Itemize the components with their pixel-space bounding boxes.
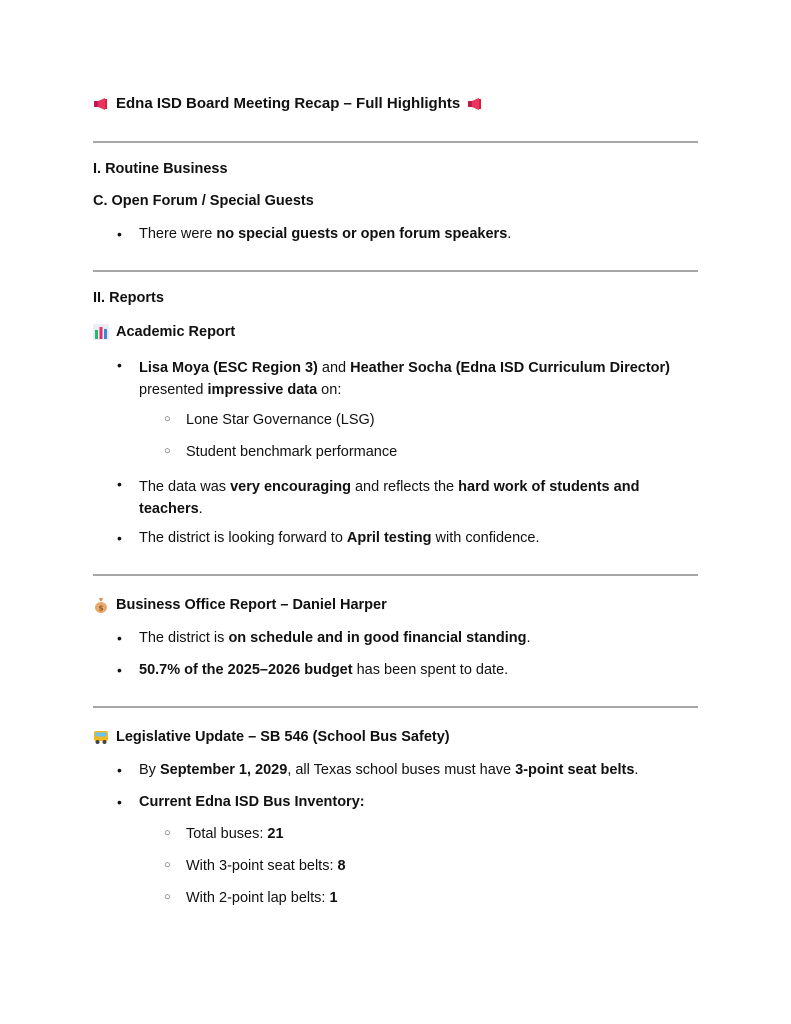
money-bag-icon bbox=[93, 597, 109, 613]
subheading-open-forum: C. Open Forum / Special Guests bbox=[93, 193, 314, 209]
inventory-item: ○ Total buses: 21 bbox=[164, 826, 284, 842]
title-text: Edna ISD Board Meeting Recap – Full Highlights bbox=[116, 95, 461, 112]
svg-text:$: $ bbox=[98, 604, 104, 613]
inventory-item: ○ With 2-point lap belts: 1 bbox=[164, 890, 338, 906]
list-item: • There were no special guests or open forum speakers. bbox=[117, 226, 512, 242]
list-item: • The district is looking forward to April testing with confidence. bbox=[117, 530, 540, 546]
divider bbox=[93, 706, 698, 708]
sub-list-item: ○ Student benchmark performance bbox=[164, 444, 398, 460]
legislative-update-heading: Legislative Update – SB 546 (School Bus Safety) bbox=[93, 729, 450, 745]
divider bbox=[93, 574, 698, 576]
section-heading-routine: I. Routine Business bbox=[93, 161, 228, 177]
document-title bbox=[93, 95, 483, 112]
inventory-item: ○ With 3-point seat belts: 8 bbox=[164, 858, 346, 874]
megaphone-icon bbox=[93, 96, 109, 112]
sub-list-item: ○ Lone Star Governance (LSG) bbox=[164, 412, 375, 428]
business-report-heading: $ Business Office Report – Daniel Harper bbox=[93, 597, 387, 613]
divider bbox=[93, 270, 698, 272]
bar-chart-icon bbox=[93, 324, 109, 340]
school-bus-icon bbox=[93, 729, 109, 745]
section-heading-reports: II. Reports bbox=[93, 290, 164, 306]
list-item: • 50.7% of the 2025–2026 budget has been spent to date. bbox=[117, 662, 509, 678]
list-item: • The district is on schedule and in good financial standing. bbox=[117, 630, 531, 646]
list-item: • Lisa Moya (ESC Region 3) and Heather Socha (Edna ISD Curriculum Director) presented impressive data on: bbox=[117, 357, 670, 398]
list-item: • By September 1, 2029, all Texas school buses must have 3-point seat belts. bbox=[117, 762, 639, 778]
divider bbox=[93, 141, 698, 143]
list-item: • The data was very encouraging and reflects the hard work of students and teachers. bbox=[117, 476, 640, 517]
list-item: • Current Edna ISD Bus Inventory: bbox=[117, 794, 365, 810]
megaphone-icon bbox=[467, 96, 483, 112]
academic-report-heading: Academic Report bbox=[93, 324, 235, 340]
